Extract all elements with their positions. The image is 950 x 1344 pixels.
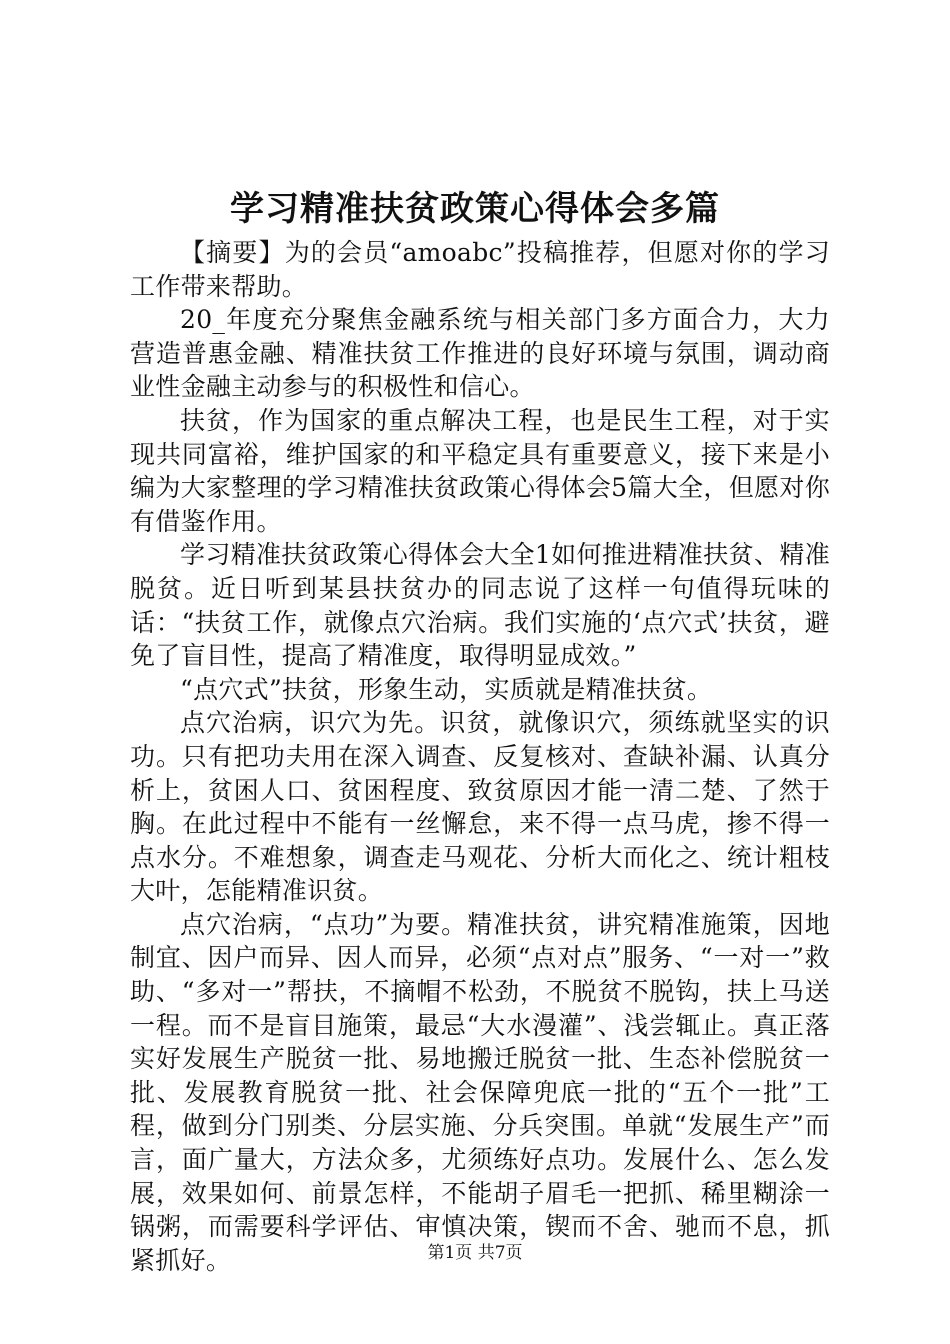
page-number-footer: 第1页 共7页 [427,1243,523,1263]
paragraph: “点穴式”扶贫，形象生动，实质就是精准扶贫。 [180,674,713,704]
paragraph: 点穴治病，识穴为先。识贫，就像识穴，须练就坚实的识功。只有把功夫用在深入调查、反复核对、查缺补漏、认真分析上，贫困人口、贫困程度、致贫原因才能一清二楚、了然于胸。在此过程中不能有一丝懈怠，来不得一点马虎，掺不得一点水分。不难想象，调查走马观花、分析大而化之、统计粗枝大叶，怎能精准识贫。 [130,708,830,906]
paragraph-abstract: 【摘要】为的会员“amoabc”投稿推荐，但愿对你的学习工作带来帮助。 [130,238,830,301]
paragraph: 20_年度充分聚焦金融系统与相关部门多方面合力，大力营造普惠金融、精准扶贫工作推进的良好环境与氛围，调动商业性金融主动参与的积极性和信心。 [130,305,830,402]
paragraph: 学习精准扶贫政策心得体会大全1如何推进精准扶贫、精准脱贫。近日听到某县扶贫办的同志说了这样一句值得玩味的话：“扶贫工作，就像点穴治病。我们实施的‘点穴式’扶贫，避免了盲目性，提高了精准度，取得明显成效。” [130,540,830,671]
paragraph: 扶贫，作为国家的重点解决工程，也是民生工程，对于实现共同富裕，维护国家的和平稳定具有重要意义，接下来是小编为大家整理的学习精准扶贫政策心得体会5篇大全，但愿对你有借鉴作用。 [130,405,830,536]
document-title: 学习精准扶贫政策心得体会多篇 [230,189,720,229]
paragraph: 点穴治病，“点功”为要。精准扶贫，讲究精准施策，因地制宜、因户而异、因人而异，必须“点对点”服务、“一对一”救助、“多对一”帮扶，不摘帽不松劲，不脱贫不脱钩，扶上马送一程。而不是盲目施策，最忌“大水漫灌”、浅尝辄止。真正落实好发展生产脱贫一批、易地搬迁脱贫一批、生态补偿脱贫一批、发展教育脱贫一批、社会保障兜底一批的“五个一批”工程，做到分门别类、分层实施、分兵突围。单就“发展生产”而言，面广量大，方法众多，尤须练好点功。发展什么、怎么发展，效果如何、前景怎样，不能胡子眉毛一把抓、稀里糊涂一锅粥，而需要科学评估、审慎决策，锲而不舍、驰而不息，抓紧抓好。 [130,909,830,1275]
document-body [130,236,830,1277]
